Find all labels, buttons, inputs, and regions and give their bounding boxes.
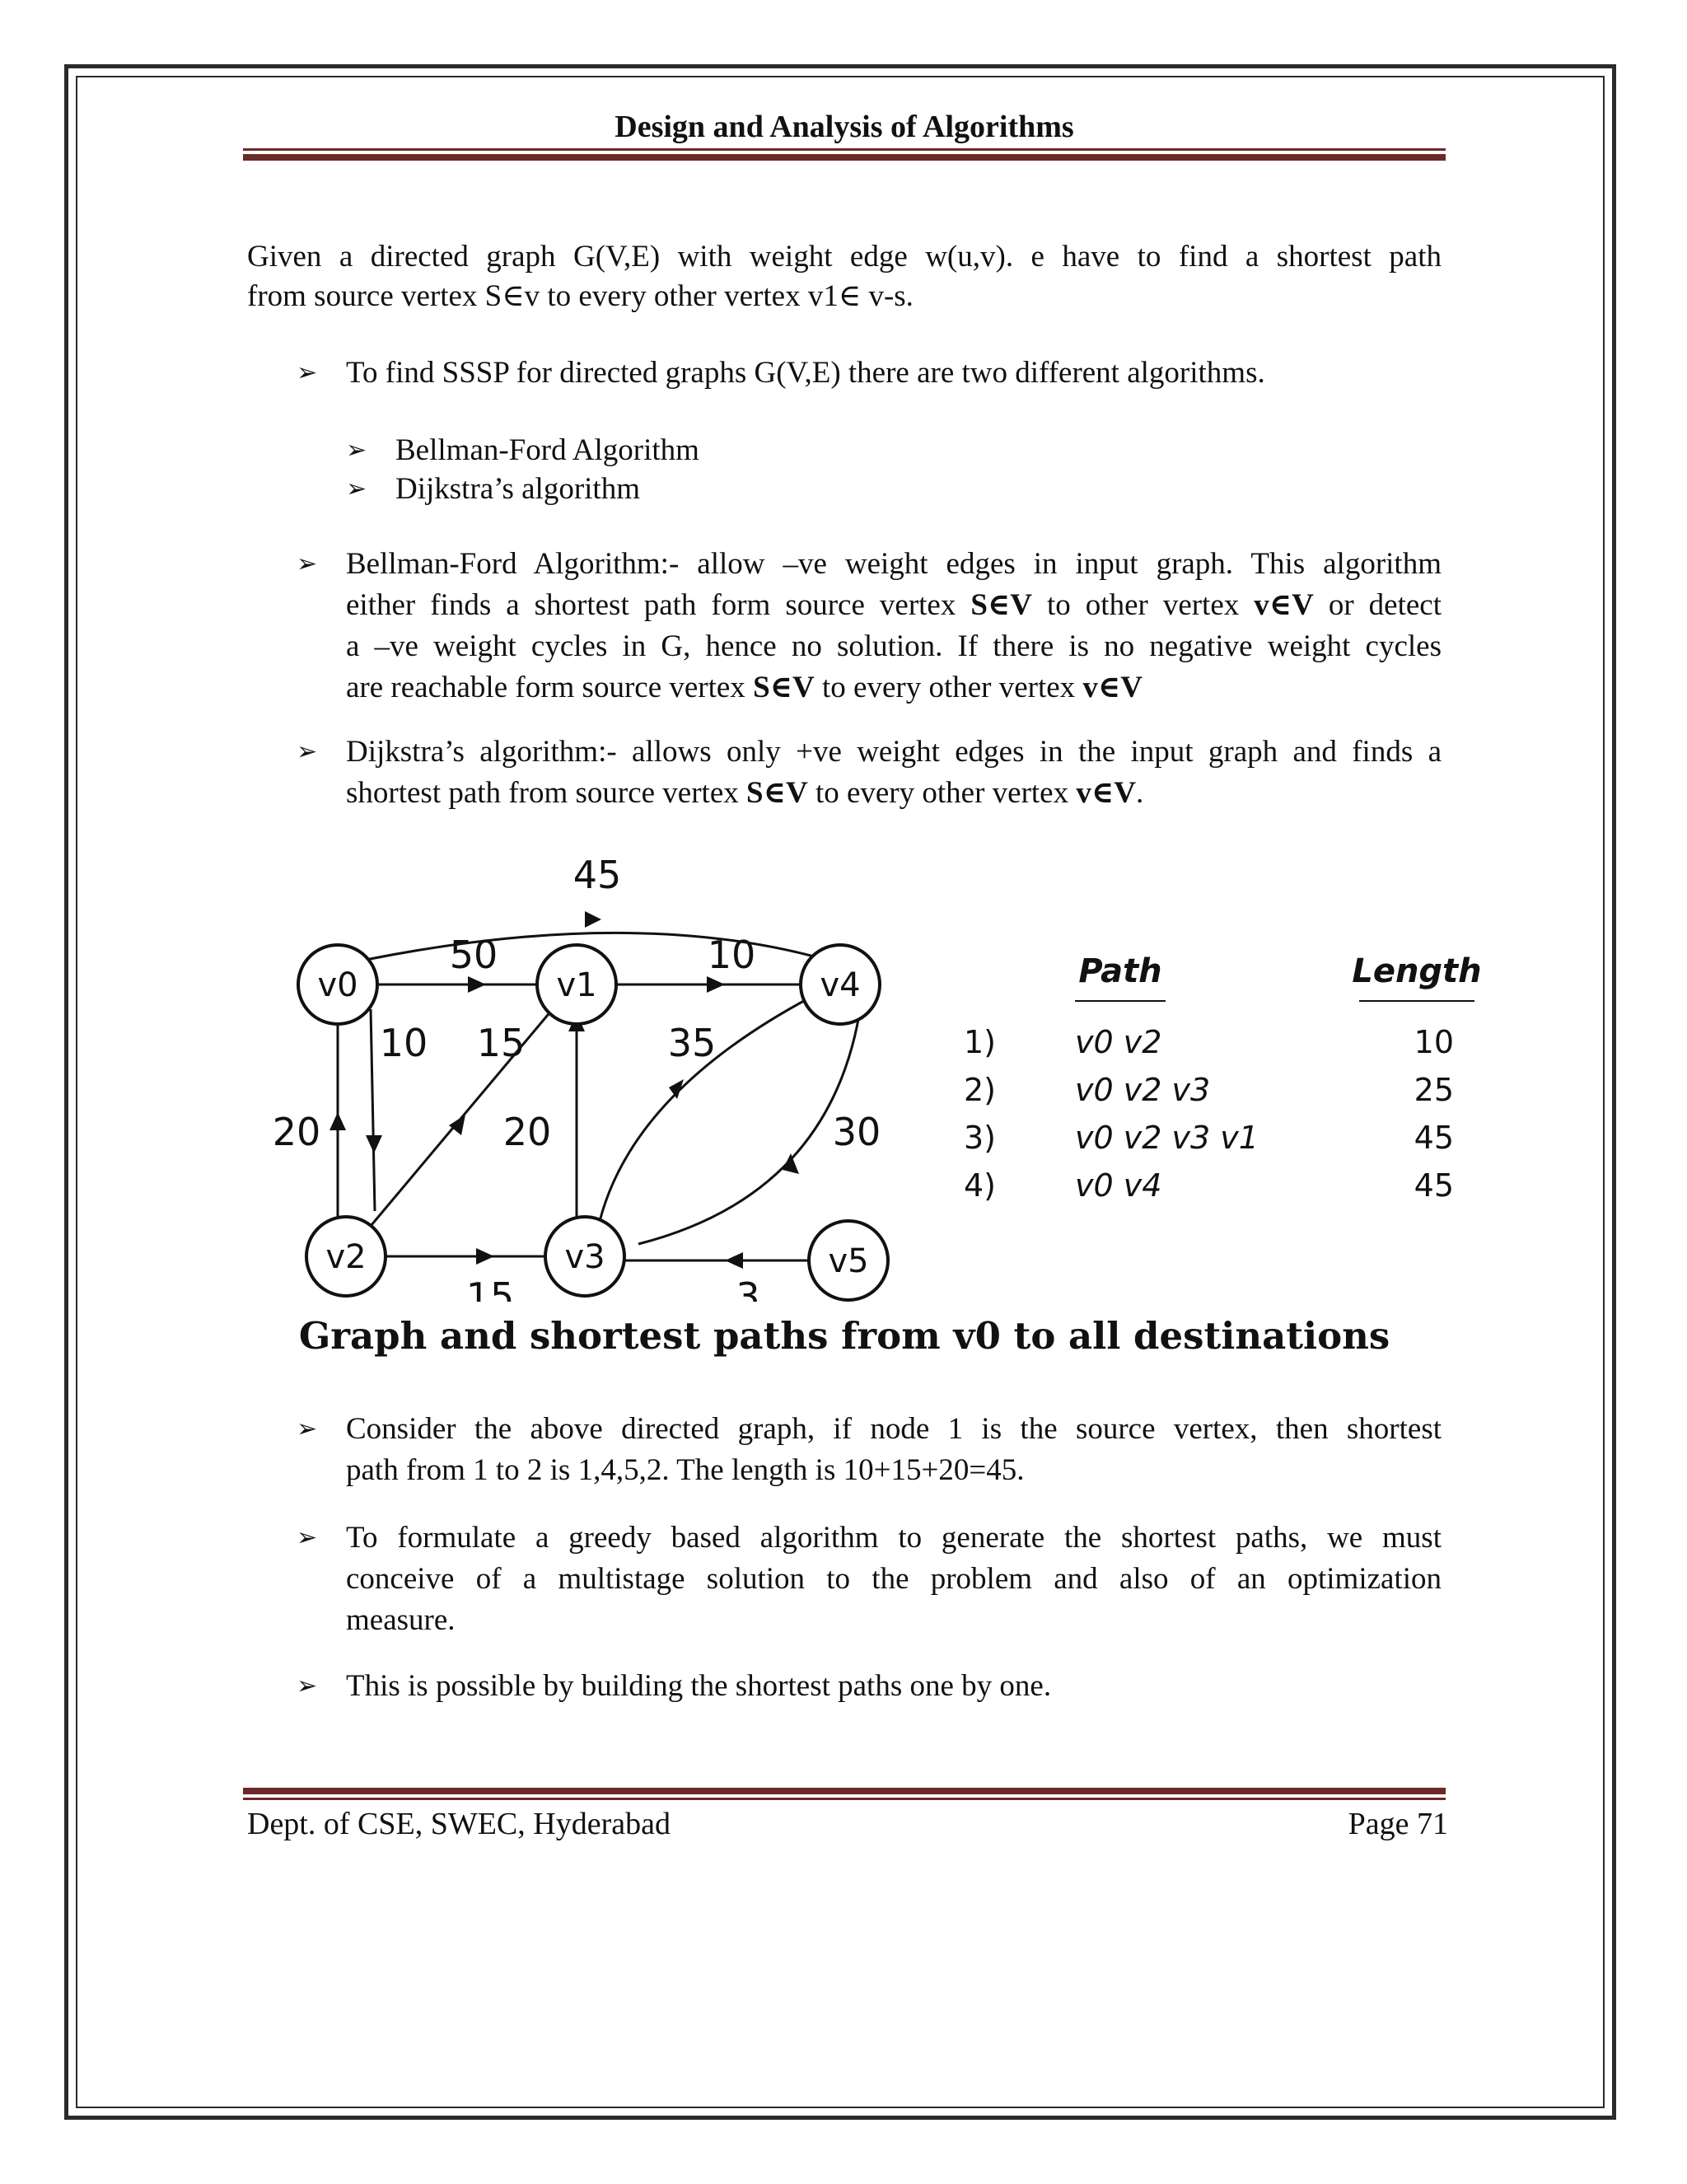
bullet-arrow-icon: ➢ <box>346 436 367 465</box>
bullet-arrow-icon: ➢ <box>297 1415 318 1443</box>
node-label-v2: v2 <box>325 1238 367 1276</box>
node-label-v1: v1 <box>556 966 597 1004</box>
row-length: 10 <box>1414 1024 1454 1060</box>
sub-bullet-dijkstra: ➢ Dijkstra’s algorithm <box>395 469 1442 510</box>
row-path: v0 v2 <box>1075 1024 1162 1060</box>
weight-v1-v4: 10 <box>707 933 756 977</box>
bullet-consider: ➢ Consider the above directed graph, if node 1 is the source vertex, then shortest path from 1 to 2 is 1,4,5,2. The length is 10+15+20=45. <box>346 1409 1442 1491</box>
bullet-arrow-icon: ➢ <box>297 1523 318 1552</box>
arrow-v5-v3 <box>725 1252 743 1269</box>
weight-v0-v1: 50 <box>449 933 498 977</box>
weight-v3-v1: 20 <box>502 1110 552 1154</box>
weight-v0-v2: 10 <box>379 1021 428 1065</box>
arrow-v4-v3 <box>783 1153 799 1174</box>
weight-v2-v3: 15 <box>465 1274 515 1302</box>
footer-page-number: Page 71 <box>1348 1807 1448 1841</box>
arrow-v2-v0 <box>329 1112 346 1130</box>
bullet-arrow-icon: ➢ <box>297 358 318 387</box>
row-num: 4) <box>964 1167 997 1204</box>
footer-rule <box>243 1788 1446 1800</box>
sub-bullet-bellman-ford: ➢ Bellman-Ford Algorithm <box>395 430 1442 471</box>
node-label-v4: v4 <box>820 966 861 1004</box>
row-path: v0 v2 v3 v1 <box>1075 1120 1259 1156</box>
arrow-v0-v1 <box>468 976 486 993</box>
row-length: 45 <box>1414 1167 1454 1204</box>
weight-v4-v3: 30 <box>832 1110 881 1154</box>
bullet-arrow-icon: ➢ <box>297 1672 318 1700</box>
header-title: Design and Analysis of Algorithms <box>615 110 1074 144</box>
bullet-possible: ➢ This is possible by building the shortest paths one by one. <box>346 1666 1442 1707</box>
edge-v0-v2 <box>371 1009 375 1211</box>
bullet-arrow-icon: ➢ <box>297 737 318 766</box>
weight-v3-v4: 35 <box>667 1021 717 1065</box>
intro-line-2: from source vertex S∈v to every other vertex v1∈ v-s. <box>247 279 914 313</box>
arrow-v0-v2 <box>366 1135 382 1153</box>
graph-svg <box>264 840 1499 1302</box>
arrow-v0-v4 <box>585 911 601 928</box>
node-label-v5: v5 <box>828 1242 869 1280</box>
row-path: v0 v4 <box>1075 1167 1162 1204</box>
table-header-length: Length <box>1352 952 1482 990</box>
arrow-v2-v3 <box>476 1248 494 1265</box>
shortest-path-table <box>964 952 1482 1204</box>
row-num: 3) <box>964 1120 997 1156</box>
footer-department: Dept. of CSE, SWEC, Hyderabad <box>247 1807 671 1841</box>
weight-v5-v3: 3 <box>736 1274 760 1302</box>
intro-line-1: Given a directed graph G(V,E) with weight edge w(u,v). e have to find a shortest path <box>247 240 1442 274</box>
arrow-v2-v1 <box>449 1115 465 1135</box>
bullet-bellman-ford: ➢ Bellman-Ford Algorithm:- allow –ve weight edges in input graph. This algorithm either finds a shortest path form source vertex S∈V to other vertex v∈V or detect a –ve weight cycles in G, hence no solution. If there is no negative weight cycles are reachable form source vertex S∈V to every other vertex v∈V <box>346 544 1442 709</box>
node-label-v3: v3 <box>564 1238 605 1276</box>
bullet-algorithms: ➢ To find SSSP for directed graphs G(V,E) there are two different algorithms. <box>346 353 1442 394</box>
arrow-v1-v4 <box>707 976 725 993</box>
row-num: 2) <box>964 1072 997 1108</box>
table-header-path: Path <box>1078 952 1162 990</box>
weight-v2-v1: 15 <box>476 1021 526 1065</box>
node-label-v0: v0 <box>317 966 358 1004</box>
weight-v0-v4: 45 <box>572 853 622 897</box>
header-rule <box>243 148 1446 161</box>
row-num: 1) <box>964 1024 997 1060</box>
weight-v2-v0: 20 <box>272 1110 321 1154</box>
intro-paragraph <box>247 237 1442 316</box>
row-length: 45 <box>1414 1120 1454 1156</box>
bullet-arrow-icon: ➢ <box>346 475 367 503</box>
bullet-arrow-icon: ➢ <box>297 550 318 578</box>
row-path: v0 v2 v3 <box>1075 1072 1211 1108</box>
row-length: 25 <box>1414 1072 1454 1108</box>
graph-figure <box>264 840 1499 1302</box>
bullet-dijkstra: ➢ Dijkstra’s algorithm:- allows only +ve weight edges in the input graph and finds a shortest path from source vertex S∈V to every other vertex v∈V. <box>346 732 1442 814</box>
bullet-formulate: ➢ To formulate a greedy based algorithm to generate the shortest paths, we must conceive of a multistage solution to the problem and also of an optimization measure. <box>346 1518 1442 1641</box>
figure-caption: Graph and shortest paths from v0 to all destinations <box>298 1314 1390 1358</box>
